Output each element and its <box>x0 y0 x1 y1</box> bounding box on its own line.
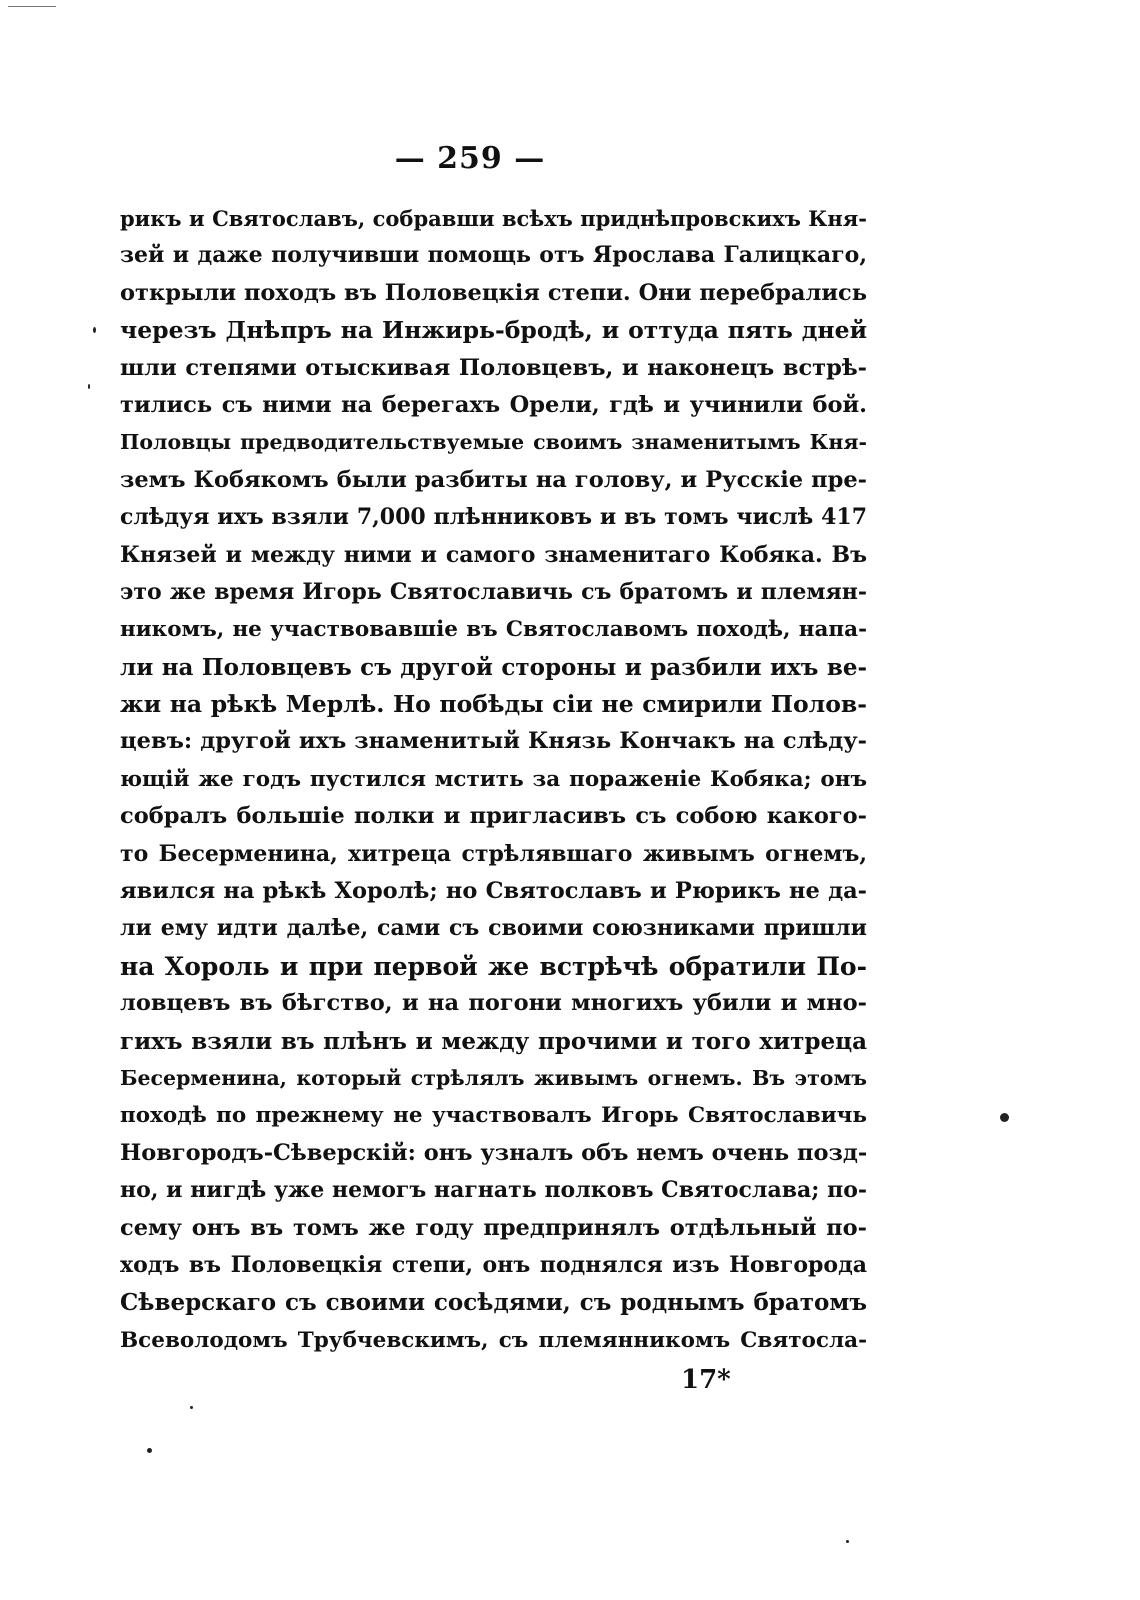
signature-mark: 17* <box>681 1365 731 1395</box>
scan-speck <box>93 327 96 333</box>
text-line: слѣдуя ихъ взяли 7,000 плѣнниковъ и въ томъ числѣ 417 <box>120 504 867 531</box>
scan-speck <box>147 1448 152 1453</box>
text-line: открыли походъ въ Половецкія степи. Они перебрались <box>120 279 867 306</box>
text-line: ли на Половцевъ съ другой стороны и разбили ихъ ве- <box>120 653 867 681</box>
scan-speck <box>846 1540 849 1543</box>
text-line: явился на рѣкѣ Хоролѣ; но Святославъ и Рюрикъ не да- <box>120 878 867 905</box>
text-line: черезъ Днѣпръ на Инжирь-бродѣ, и оттуда пять дней <box>120 316 867 345</box>
text-line: собралъ большіе полки и пригласивъ съ собою какого- <box>120 803 867 830</box>
text-line: сему онъ въ томъ же году предпринялъ отдѣльный по- <box>120 1214 867 1241</box>
text-line: ходъ въ Половецкія степи, онъ поднялся изъ Новгорода <box>120 1251 867 1278</box>
text-line: земъ Кобякомъ были разбиты на голову, и Русскіе пре- <box>120 466 867 493</box>
text-line: Половцы предводительствуемые своимъ знаменитымъ Кня- <box>120 430 867 455</box>
body-text <box>120 200 867 1359</box>
text-line: зей и даже получивши помощь отъ Ярослава Галицкаго, <box>120 242 867 269</box>
text-line: ющій же годъ пустился мстить за пораженіе Кобяка; онъ <box>120 766 867 792</box>
text-line: тились съ ними на берегахъ Орели, гдѣ и учинили бой. <box>120 391 867 418</box>
text-line: никомъ, не участвовавшіе въ Святославомъ походѣ, напа- <box>120 617 867 643</box>
text-line: на Хороль и при первой же встрѣчѣ обратили По- <box>120 951 867 981</box>
page-number: — 259 — <box>394 141 546 176</box>
scan-speck <box>88 384 90 389</box>
text-line: рикъ и Святославъ, собравши всѣхъ приднѣпровскихъ Кня- <box>120 206 867 231</box>
text-line: Сѣверскаго съ своими сосѣдями, съ роднымъ братомъ <box>120 1289 867 1317</box>
text-line: гихъ взяли въ плѣнъ и между прочими и того хитреца <box>120 1027 867 1055</box>
scan-speck <box>1000 1113 1009 1122</box>
text-line: то Бесерменина, хитреца стрѣлявшаго живымъ огнемъ, <box>120 840 867 867</box>
text-line: походѣ по прежнему не участвовалъ Игорь Святославичь <box>120 1103 867 1129</box>
text-line: ли ему идти далѣе, сами съ своими союзниками пришли <box>120 915 867 942</box>
text-line: Князей и между ними и самого знаменитаго Кобяка. Въ <box>120 541 867 568</box>
text-line: Всеволодомъ Трубчевскимъ, съ племянникомъ Святосла- <box>120 1327 867 1353</box>
text-line: это же время Игорь Святославичь съ братомъ и племян- <box>120 578 867 605</box>
scan-speck <box>190 1406 193 1409</box>
text-line: шли степями отыскивая Половцевъ, и наконецъ встрѣ- <box>120 354 867 381</box>
text-line: ловцевъ въ бѣгство, и на погони многихъ убили и мно- <box>120 990 867 1017</box>
text-line: но, и нигдѣ уже немогъ нагнать полковъ Святослава; по- <box>120 1177 867 1204</box>
text-line: цевъ: другой ихъ знаменитый Князь Кончакъ на слѣду- <box>120 728 867 755</box>
text-line: Новгородъ-Сѣверскій: онъ узналъ объ немъ очень позд- <box>120 1139 867 1166</box>
scan-edge-mark <box>8 6 56 7</box>
text-line: Бесерменина, который стрѣлялъ живымъ огнемъ. Въ этомъ <box>120 1065 867 1090</box>
text-line: жи на рѣкѣ Мерлѣ. Но побѣды сіи не смирили Полов- <box>120 690 867 719</box>
